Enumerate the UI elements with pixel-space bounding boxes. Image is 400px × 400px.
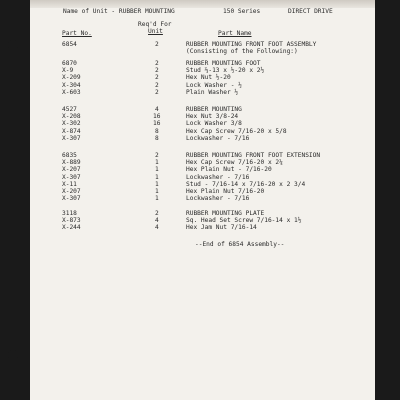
column-header-reqd: Req'd For (138, 21, 172, 28)
part-name: Lockwasher - 7/16 (186, 134, 250, 142)
quantity: 1 (155, 180, 159, 188)
part-name: RUBBER MOUNTING FRONT FOOT EXTENSION (186, 152, 321, 159)
quantity: 16 (153, 113, 161, 121)
quantity: 1 (155, 159, 159, 167)
end-of-assembly: --End of 6854 Assembly-- (195, 241, 285, 248)
quantity: 2 (155, 88, 159, 96)
part-name: Lockwasher - 7/16 (186, 173, 250, 181)
part-number: X-873 (62, 217, 81, 225)
part-number: X-209 (62, 74, 81, 82)
part-name: RUBBER MOUNTING PLATE (186, 210, 265, 217)
part-name: Lock Washer 3/8 (186, 120, 242, 128)
column-header-part-name: Part Name (218, 30, 252, 37)
part-name: RUBBER MOUNTING FRONT FOOT ASSEMBLY (186, 41, 317, 48)
part-number: X-207 (62, 188, 81, 195)
part-name: Sq. Head Set Screw 7/16-14 x 1½ (186, 217, 302, 225)
quantity: 8 (155, 134, 159, 142)
part-number: 6854 (62, 41, 77, 48)
part-number: X-11 (62, 180, 77, 188)
part-name: Hex Plain Nut - 7/16-20 (186, 166, 272, 174)
quantity: 4 (155, 217, 159, 225)
quantity: 2 (155, 60, 159, 67)
quantity: 2 (155, 210, 159, 217)
part-name: Stud - 7/16-14 x 7/16-20 x 2 3/4 (186, 180, 306, 188)
part-name: Hex Plain Nut 7/16-20 (186, 188, 265, 195)
part-name: Hex Cap Screw 7/16-20 x 5/8 (186, 127, 287, 135)
part-name: Hex Nut 3/8-24 (186, 113, 239, 121)
part-name: Hex Nut ½-20 (186, 74, 231, 82)
quantity: 1 (155, 195, 159, 203)
part-number: X-307 (62, 173, 81, 181)
unit-name: Name of Unit - RUBBER MOUNTING (63, 8, 175, 15)
quantity: 4 (155, 106, 159, 113)
part-number: X-603 (62, 88, 81, 96)
quantity: 1 (155, 173, 159, 181)
part-number: X-302 (62, 120, 81, 128)
part-number: X-889 (62, 159, 81, 167)
part-number: X-304 (62, 81, 81, 89)
part-name: Lockwasher - 7/16 (186, 195, 250, 203)
quantity: 1 (155, 166, 159, 174)
page-top-edge (30, 0, 375, 8)
quantity: 16 (153, 120, 161, 128)
part-number: 4527 (62, 106, 77, 113)
part-name: Stud ⅔-13 x ½-20 x 2½ (186, 67, 265, 75)
quantity: 2 (155, 152, 159, 159)
part-number: X-244 (62, 224, 81, 232)
part-number: X-874 (62, 127, 81, 135)
quantity: 4 (155, 224, 159, 232)
part-number: X-307 (62, 195, 81, 203)
part-number: X-207 (62, 166, 81, 174)
part-number: X-9 (62, 67, 74, 75)
series-label: 150 Series (223, 8, 261, 15)
part-number: X-307 (62, 134, 81, 142)
quantity: 2 (155, 41, 159, 48)
part-name: RUBBER MOUNTING (186, 106, 242, 113)
part-number: 6835 (62, 152, 77, 159)
part-name: Hex Jam Nut 7/16-14 (186, 224, 257, 232)
column-header-part-no: Part No. (62, 30, 92, 37)
column-header-unit: Unit (148, 28, 163, 35)
drive-label: DIRECT DRIVE (288, 8, 333, 15)
quantity: 1 (155, 188, 159, 195)
quantity: 2 (155, 74, 159, 82)
part-name: RUBBER MOUNTING FOOT (186, 60, 261, 67)
part-number: X-208 (62, 113, 81, 121)
part-name: Hex Cap Screw 7/16-20 x 2¼ (186, 159, 283, 167)
part-name: Plain Washer ½ (186, 88, 239, 96)
punch-hole (8, 40, 18, 50)
part-name: (Consisting of the Following:) (186, 48, 298, 56)
quantity: 2 (155, 67, 159, 75)
punch-hole (8, 350, 18, 360)
part-name: Lock Washer - ½ (186, 81, 242, 89)
part-number: 3118 (62, 210, 77, 217)
quantity: 8 (155, 127, 159, 135)
part-number: 6870 (62, 60, 77, 67)
quantity: 2 (155, 81, 159, 89)
